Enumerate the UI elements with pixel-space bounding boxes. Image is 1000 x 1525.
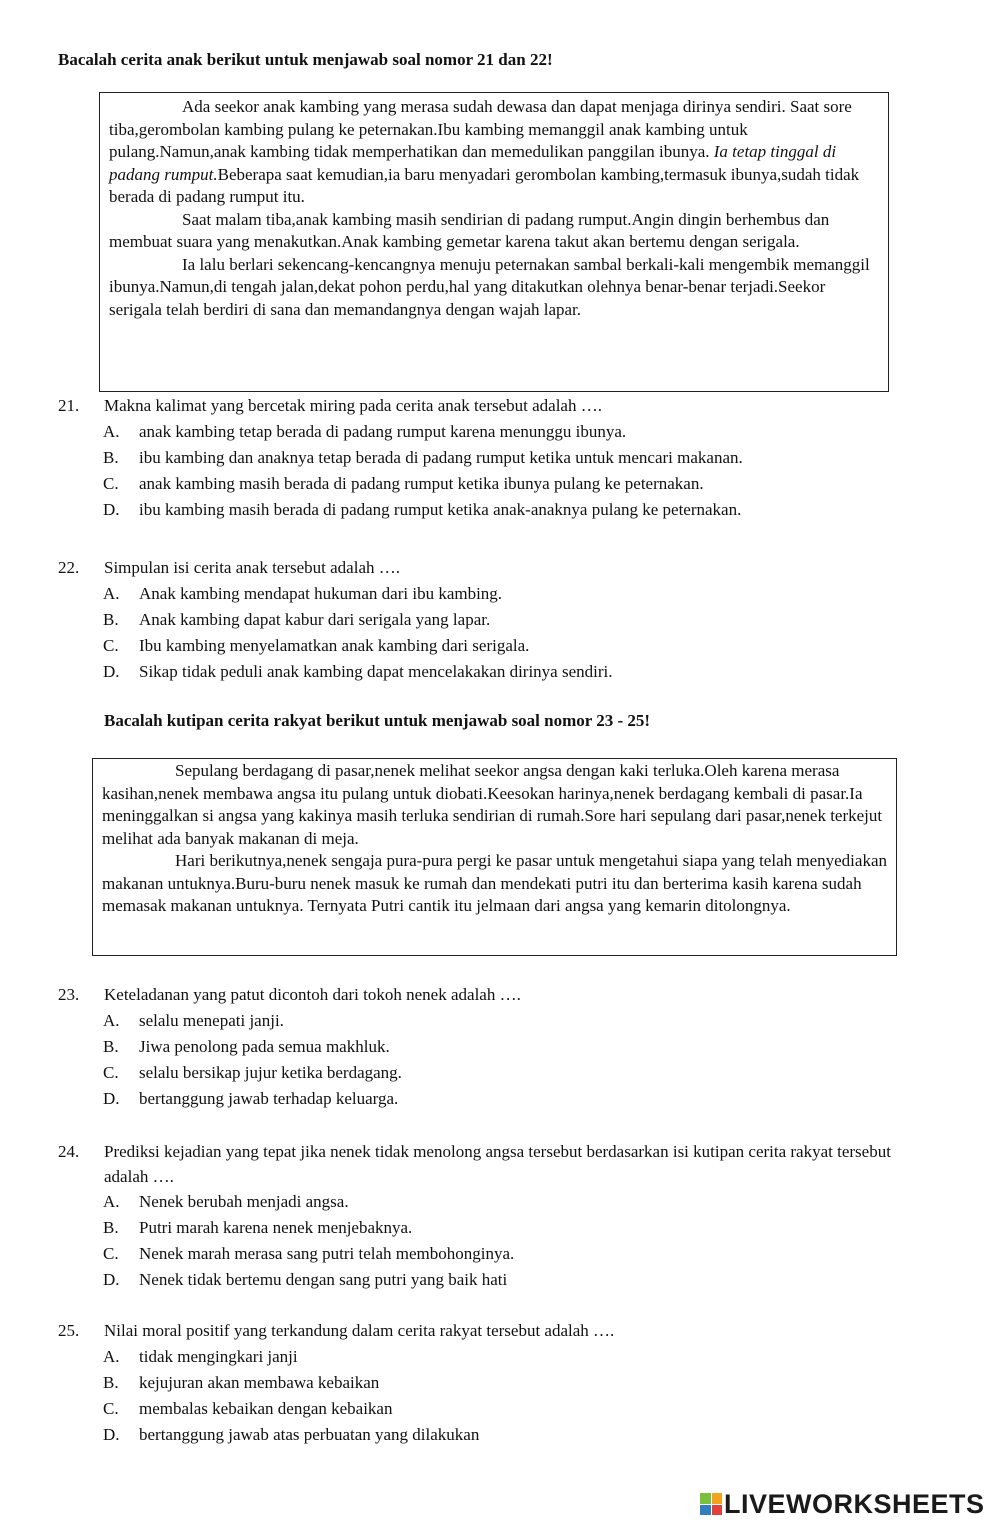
- option-letter: C.: [103, 1399, 119, 1418]
- option-text: Ibu kambing menyelamatkan anak kambing dari serigala.: [139, 636, 530, 655]
- option-text: Sikap tidak peduli anak kambing dapat mencelakakan dirinya sendiri.: [139, 662, 613, 681]
- option-letter: D.: [103, 662, 120, 681]
- question-22: [58, 557, 918, 687]
- question-text: Prediksi kejadian yang tepat jika nenek tidak menolong angsa tersebut berdasarkan isi kutipan cerita rakyat tersebut adalah ….: [104, 1142, 891, 1186]
- option-text: tidak mengingkari janji: [139, 1347, 298, 1366]
- option-text: bertanggung jawab atas perbuatan yang dilakukan: [139, 1425, 480, 1444]
- question-text: Keteladanan yang patut dicontoh dari tokoh nenek adalah ….: [104, 985, 521, 1004]
- question-number: 25.: [58, 1321, 80, 1340]
- option-d[interactable]: [103, 1424, 918, 1450]
- option-letter: C.: [103, 474, 119, 493]
- option-text: anak kambing masih berada di padang rumput ketika ibunya pulang ke peternakan.: [139, 474, 704, 493]
- story-box-2: [92, 758, 897, 956]
- section-1-heading: Bacalah cerita anak berikut untuk menjawab soal nomor 21 dan 22!: [58, 50, 553, 69]
- option-b[interactable]: [103, 447, 918, 473]
- option-text: ibu kambing dan anaknya tetap berada di padang rumput ketika untuk mencari makanan.: [139, 448, 743, 467]
- story-1-italic-sentence: Ia tetap tinggal di padang rumput.: [109, 142, 837, 184]
- option-d[interactable]: [103, 661, 918, 687]
- option-a[interactable]: [103, 1346, 918, 1372]
- option-letter: A.: [103, 422, 120, 441]
- option-d[interactable]: [103, 499, 918, 525]
- liveworksheets-wordmark: LIVEWORKSHEETS: [724, 1488, 985, 1519]
- option-letter: C.: [103, 1063, 119, 1082]
- option-c[interactable]: [103, 1243, 918, 1269]
- option-letter: A.: [103, 1192, 120, 1211]
- option-a[interactable]: [103, 1191, 918, 1217]
- option-text: Putri marah karena nenek menjebaknya.: [139, 1218, 413, 1237]
- option-text: Anak kambing mendapat hukuman dari ibu kambing.: [139, 584, 503, 603]
- option-c[interactable]: [103, 473, 918, 499]
- option-letter: A.: [103, 584, 120, 603]
- option-text: Nenek berubah menjadi angsa.: [139, 1192, 349, 1211]
- option-a[interactable]: [103, 421, 918, 447]
- option-text: membalas kebaikan dengan kebaikan: [139, 1399, 393, 1418]
- option-letter: B.: [103, 1037, 119, 1056]
- story-1-paragraph-2: Saat malam tiba,anak kambing masih sendirian di padang rumput.Angin dingin berhembus dan membuat suara yang menakutkan.Anak kambing gemetar karena takut akan bertemu dengan serigala.: [109, 209, 830, 251]
- option-b[interactable]: [103, 609, 918, 635]
- option-text: ibu kambing masih berada di padang rumput ketika anak-anaknya pulang ke peternakan.: [139, 500, 742, 519]
- option-text: Nenek marah merasa sang putri telah membohonginya.: [139, 1244, 515, 1263]
- option-letter: B.: [103, 1218, 119, 1237]
- option-letter: A.: [103, 1347, 120, 1366]
- section-2-heading: Bacalah kutipan cerita rakyat berikut untuk menjawab soal nomor 23 - 25!: [104, 711, 651, 730]
- option-letter: D.: [103, 1425, 120, 1444]
- question-number: 23.: [58, 985, 80, 1004]
- liveworksheets-icon: [700, 1493, 722, 1515]
- option-a[interactable]: [103, 1010, 918, 1036]
- option-b[interactable]: [103, 1036, 918, 1062]
- option-letter: D.: [103, 1270, 120, 1289]
- option-a[interactable]: [103, 583, 918, 609]
- story-1-text: Ada seekor anak kambing yang merasa sudah dewasa dan dapat menjaga dirinya sendiri. Saat sore tiba,gerombolan kambing pulang ke peternakan.Ibu kambing memanggil anak kambing untuk pulang.Namun,anak kambing tidak memperhatikan dan memedulikan panggilan ibunya.: [109, 97, 852, 161]
- option-text: Nenek tidak bertemu dengan sang putri yang baik hati: [139, 1270, 508, 1289]
- option-letter: A.: [103, 1011, 120, 1030]
- question-number: 21.: [58, 396, 80, 415]
- option-text: selalu bersikap jujur ketika berdagang.: [139, 1063, 402, 1082]
- question-text: Nilai moral positif yang terkandung dalam cerita rakyat tersebut adalah ….: [104, 1321, 615, 1340]
- story-1-paragraph-1: [109, 96, 879, 209]
- option-letter: B.: [103, 448, 119, 467]
- option-text: selalu menepati janji.: [139, 1011, 284, 1030]
- option-letter: B.: [103, 1373, 119, 1392]
- story-box-1: [99, 92, 889, 392]
- question-number: 24.: [58, 1142, 80, 1161]
- option-b[interactable]: [103, 1372, 918, 1398]
- option-c[interactable]: [103, 635, 918, 661]
- option-letter: D.: [103, 500, 120, 519]
- option-letter: B.: [103, 610, 119, 629]
- option-d[interactable]: [103, 1088, 918, 1114]
- question-text: Simpulan isi cerita anak tersebut adalah ….: [104, 558, 400, 577]
- option-letter: D.: [103, 1089, 120, 1108]
- option-c[interactable]: [103, 1062, 918, 1088]
- option-text: anak kambing tetap berada di padang rumput karena menunggu ibunya.: [139, 422, 627, 441]
- option-letter: C.: [103, 636, 119, 655]
- story-1-text: Beberapa saat kemudian,ia baru menyadari gerombolan kambing,termasuk ibunya,sudah tidak berada di padang rumput itu.: [109, 164, 860, 206]
- option-text: Jiwa penolong pada semua makhluk.: [139, 1037, 390, 1056]
- option-text: kejujuran akan membawa kebaikan: [139, 1373, 380, 1392]
- question-24: [58, 1139, 918, 1295]
- option-text: Anak kambing dapat kabur dari serigala yang lapar.: [139, 610, 491, 629]
- option-text: bertanggung jawab terhadap keluarga.: [139, 1089, 399, 1108]
- question-21: [58, 395, 918, 525]
- question-25: [58, 1320, 918, 1450]
- option-c[interactable]: [103, 1398, 918, 1424]
- option-letter: C.: [103, 1244, 119, 1263]
- option-d[interactable]: [103, 1269, 918, 1295]
- question-23: [58, 984, 918, 1114]
- story-2-paragraph-2: Hari berikutnya,nenek sengaja pura-pura pergi ke pasar untuk mengetahui siapa yang telah menyediakan makanan untuknya.Buru-buru nenek masuk ke rumah dan mendekati putri itu dan berterima kasih karena sudah memasak makanan untuknya. Ternyata Putri cantik itu jelmaan dari angsa yang kemarin ditolongnya.: [102, 851, 887, 915]
- story-1-paragraph-3: Ia lalu berlari sekencang-kencangnya menuju peternakan sambal berkali-kali mengembik memanggil ibunya.Namun,di tengah jalan,dekat pohon perdu,hal yang ditakutkan olehnya benar-benar terjadi.Seekor serigala telah berdiri di sana dan memandangnya dengan wajah lapar.: [109, 254, 870, 319]
- liveworksheets-logo: [700, 1489, 985, 1519]
- option-b[interactable]: [103, 1217, 918, 1243]
- story-2-paragraph-1: Sepulang berdagang di pasar,nenek melihat seekor angsa dengan kaki terluka.Oleh karena merasa kasihan,nenek membawa angsa itu pulang untuk diobati.Keesokan harinya,nenek berdagang kembali di pasar.Ia meninggalkan si angsa yang kakinya masih terluka sendirian di rumah.Sore hari sepulang dari pasar,nenek terkejut melihat ada banyak makanan di meja.: [102, 761, 883, 848]
- question-number: 22.: [58, 558, 80, 577]
- question-text: Makna kalimat yang bercetak miring pada cerita anak tersebut adalah ….: [104, 396, 602, 415]
